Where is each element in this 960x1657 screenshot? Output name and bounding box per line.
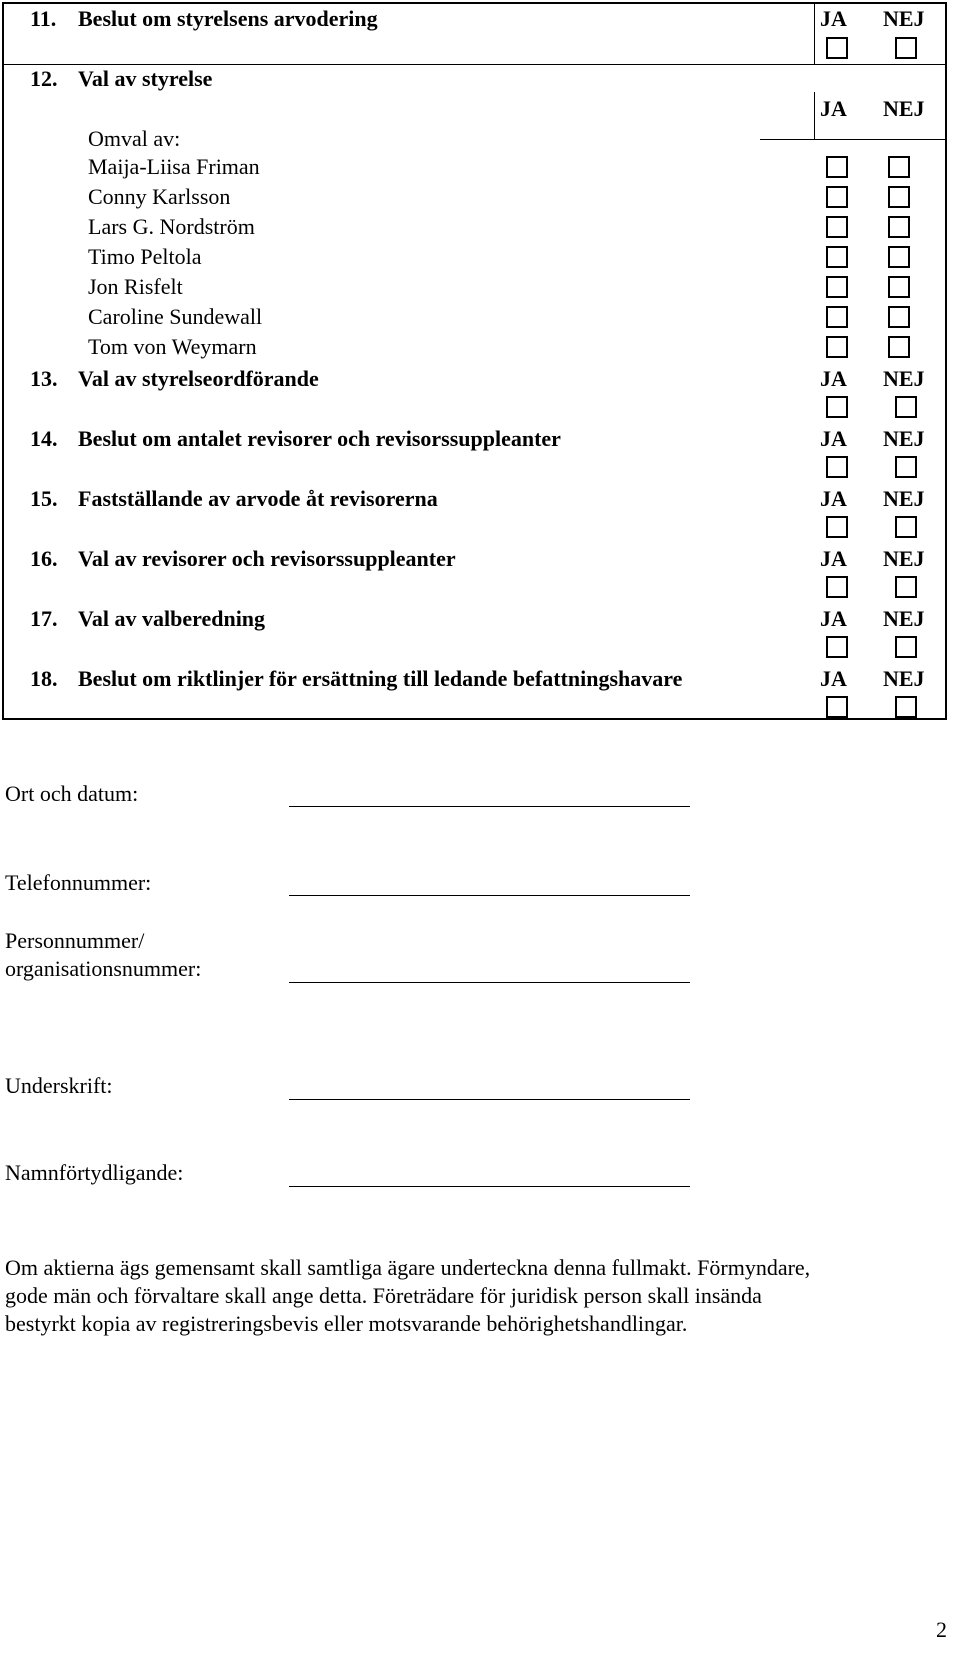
item-16-yes-label: JA bbox=[820, 546, 847, 571]
candidate-no-checkbox[interactable] bbox=[888, 276, 910, 298]
item-12-yes-label: JA bbox=[820, 96, 847, 121]
candidate-no-checkbox[interactable] bbox=[888, 336, 910, 358]
item-18-no-checkbox[interactable] bbox=[895, 696, 917, 718]
frame-right bbox=[945, 2, 947, 720]
id-number-field[interactable] bbox=[289, 982, 690, 983]
item-17-yes-label: JA bbox=[820, 606, 847, 631]
item-16-title: Val av revisorer och revisorssuppleanter bbox=[78, 546, 456, 571]
frame-bottom bbox=[2, 718, 947, 720]
candidate-name: Conny Karlsson bbox=[88, 184, 231, 209]
item-14-yes-label: JA bbox=[820, 426, 847, 451]
candidate-no-checkbox[interactable] bbox=[888, 186, 910, 208]
item-13-yes-label: JA bbox=[820, 366, 847, 391]
name-clarification-field[interactable] bbox=[289, 1186, 690, 1187]
candidate-yes-checkbox[interactable] bbox=[826, 156, 848, 178]
frame-divider-2 bbox=[760, 139, 947, 140]
frame-top bbox=[2, 2, 947, 4]
item-16-no-checkbox[interactable] bbox=[895, 576, 917, 598]
item-11-yes-label: JA bbox=[820, 6, 847, 31]
item-13-no-checkbox[interactable] bbox=[895, 396, 917, 418]
candidate-yes-checkbox[interactable] bbox=[826, 186, 848, 208]
frame-left bbox=[2, 2, 4, 720]
item-17-number: 17. bbox=[30, 606, 58, 631]
item-11-title: Beslut om styrelsens arvodering bbox=[78, 6, 378, 31]
candidate-yes-checkbox[interactable] bbox=[826, 336, 848, 358]
reelection-heading: Omval av: bbox=[88, 126, 181, 151]
item-14-yes-checkbox[interactable] bbox=[826, 456, 848, 478]
item-11-number: 11. bbox=[30, 6, 57, 31]
candidate-yes-checkbox[interactable] bbox=[826, 216, 848, 238]
item-16-no-label: NEJ bbox=[883, 546, 925, 571]
item-17-yes-checkbox[interactable] bbox=[826, 636, 848, 658]
signature-label: Underskrift: bbox=[5, 1073, 113, 1098]
item-15-no-checkbox[interactable] bbox=[895, 516, 917, 538]
candidate-yes-checkbox[interactable] bbox=[826, 306, 848, 328]
item-15-title: Fastställande av arvode åt revisorerna bbox=[78, 486, 438, 511]
id-label-line2: organisationsnummer: bbox=[5, 956, 202, 981]
item-17-no-checkbox[interactable] bbox=[895, 636, 917, 658]
item-15-yes-label: JA bbox=[820, 486, 847, 511]
item-16-yes-checkbox[interactable] bbox=[826, 576, 848, 598]
place-date-label: Ort och datum: bbox=[5, 781, 139, 806]
candidate-no-checkbox[interactable] bbox=[888, 156, 910, 178]
item-13-number: 13. bbox=[30, 366, 58, 391]
item-11-yes-checkbox[interactable] bbox=[826, 37, 848, 59]
phone-label: Telefonnummer: bbox=[5, 870, 152, 895]
item-17-title: Val av valberedning bbox=[78, 606, 266, 631]
frame-divider-1 bbox=[2, 64, 947, 65]
id-label-line1: Personnummer/ bbox=[5, 928, 145, 953]
item-18-no-label: NEJ bbox=[883, 666, 925, 691]
candidate-no-checkbox[interactable] bbox=[888, 246, 910, 268]
item-13-no-label: NEJ bbox=[883, 366, 925, 391]
candidate-name: Lars G. Nordström bbox=[88, 214, 255, 239]
candidate-name: Maija-Liisa Friman bbox=[88, 154, 260, 179]
item-15-no-label: NEJ bbox=[883, 486, 925, 511]
item-18-title: Beslut om riktlinjer för ersättning till ledande befattningshavare bbox=[78, 666, 683, 691]
candidate-yes-checkbox[interactable] bbox=[826, 276, 848, 298]
item-13-yes-checkbox[interactable] bbox=[826, 396, 848, 418]
footer-note-line: gode män och förvaltare skall ange detta. Företrädare för juridisk person skall insända bbox=[5, 1283, 762, 1308]
candidate-no-checkbox[interactable] bbox=[888, 216, 910, 238]
item-18-number: 18. bbox=[30, 666, 58, 691]
item-12-no-label: NEJ bbox=[883, 96, 925, 121]
footer-note-line: Om aktierna ägs gemensamt skall samtliga ägare underteckna denna fullmakt. Förmyndare, bbox=[5, 1255, 811, 1280]
candidate-name: Tom von Weymarn bbox=[88, 334, 257, 359]
item-16-number: 16. bbox=[30, 546, 58, 571]
candidate-no-checkbox[interactable] bbox=[888, 306, 910, 328]
item-13-title: Val av styrelseordförande bbox=[78, 366, 319, 391]
item-15-number: 15. bbox=[30, 486, 58, 511]
footer-note-line: bestyrkt kopia av registreringsbevis eller motsvarande behörighetshandlingar. bbox=[5, 1311, 688, 1336]
item-15-yes-checkbox[interactable] bbox=[826, 516, 848, 538]
item-12-number: 12. bbox=[30, 66, 58, 91]
item-18-yes-label: JA bbox=[820, 666, 847, 691]
phone-field[interactable] bbox=[289, 895, 690, 896]
item-14-no-label: NEJ bbox=[883, 426, 925, 451]
column-divider-2 bbox=[814, 92, 815, 140]
item-14-title: Beslut om antalet revisorer och revisorssuppleanter bbox=[78, 426, 561, 451]
item-14-no-checkbox[interactable] bbox=[895, 456, 917, 478]
item-18-yes-checkbox[interactable] bbox=[826, 696, 848, 718]
column-divider-1 bbox=[814, 2, 815, 65]
item-17-no-label: NEJ bbox=[883, 606, 925, 631]
item-11-no-checkbox[interactable] bbox=[895, 37, 917, 59]
candidate-name: Caroline Sundewall bbox=[88, 304, 263, 329]
signature-field[interactable] bbox=[289, 1099, 690, 1100]
place-date-field[interactable] bbox=[289, 806, 690, 807]
candidate-name: Jon Risfelt bbox=[88, 274, 183, 299]
item-12-title: Val av styrelse bbox=[78, 66, 213, 91]
item-11-no-label: NEJ bbox=[883, 6, 925, 31]
item-14-number: 14. bbox=[30, 426, 58, 451]
candidate-name: Timo Peltola bbox=[88, 244, 202, 269]
candidate-yes-checkbox[interactable] bbox=[826, 246, 848, 268]
name-clarification-label: Namnförtydligande: bbox=[5, 1160, 184, 1185]
page-number: 2 bbox=[936, 1617, 947, 1642]
